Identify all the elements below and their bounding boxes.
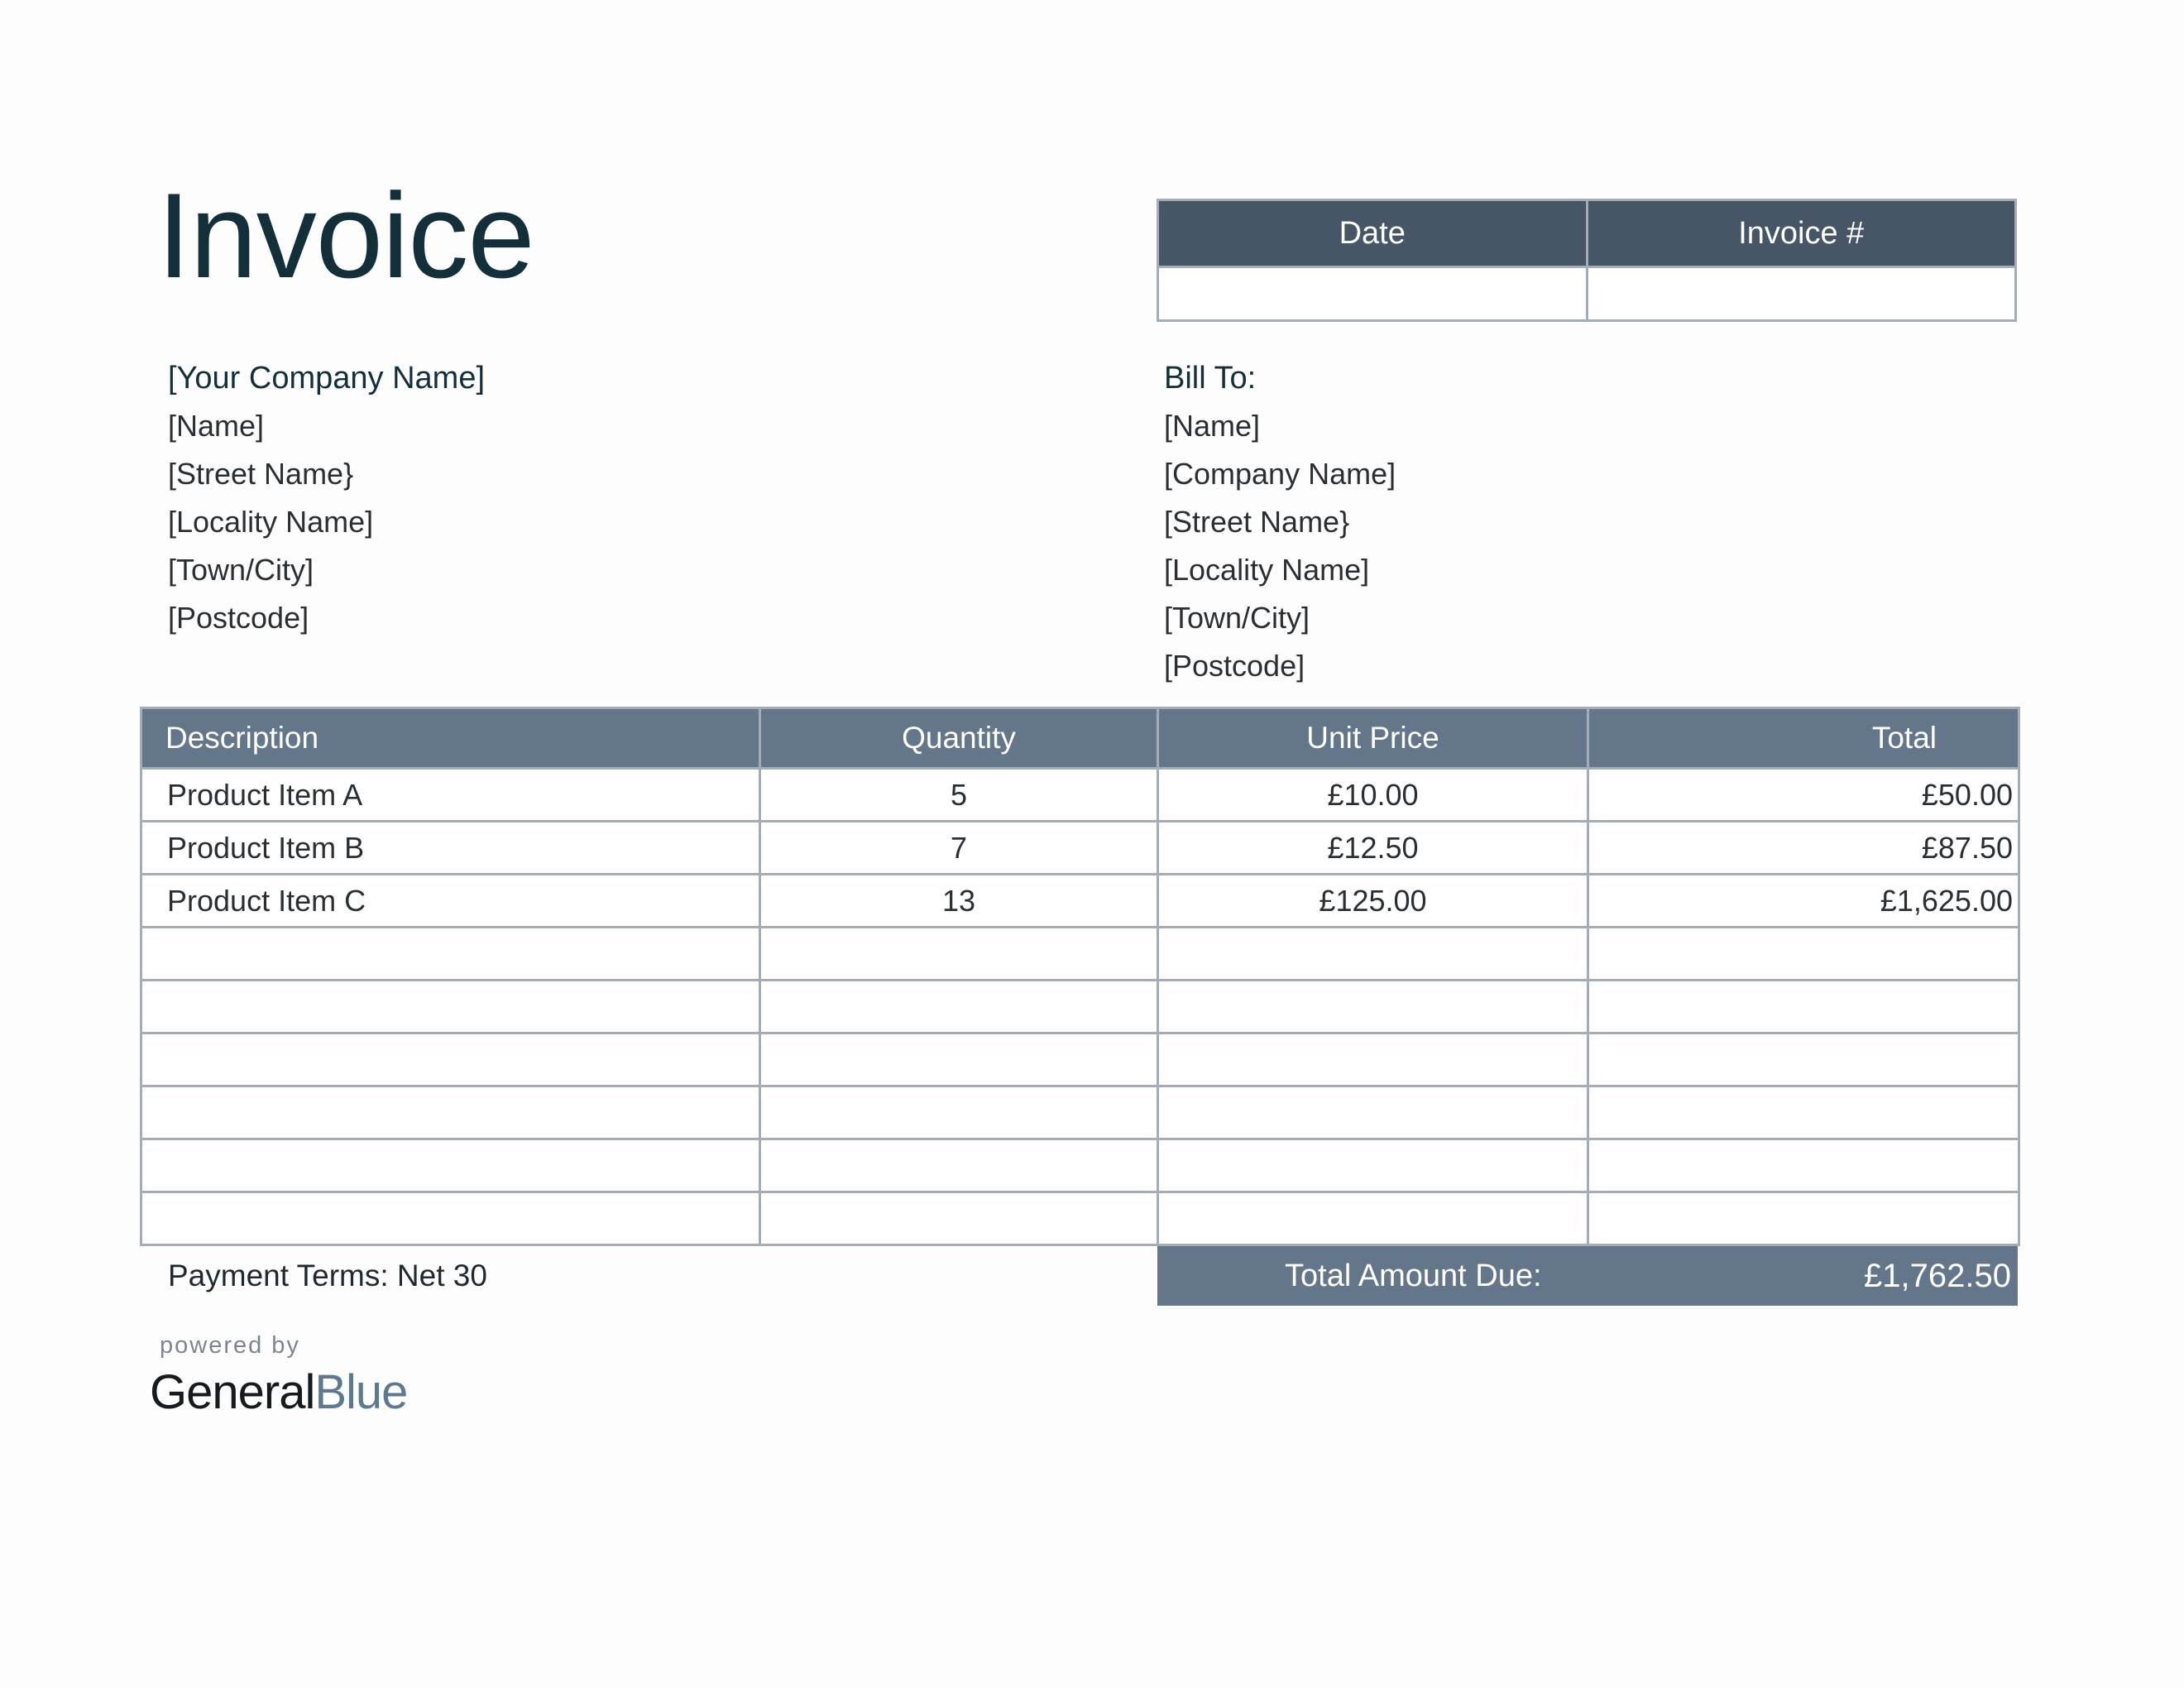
- table-row: [141, 1139, 2019, 1192]
- table-row: [141, 769, 2019, 822]
- table-row: [141, 875, 2019, 928]
- cell-quantity[interactable]: [760, 981, 1158, 1033]
- cell-unit-price[interactable]: [1158, 1086, 1588, 1139]
- bill-to-address: [1164, 354, 1396, 690]
- cell-description[interactable]: [141, 1192, 760, 1245]
- sender-postcode: [Postcode]: [168, 601, 309, 635]
- brand-logo-blue: Blue: [314, 1365, 408, 1419]
- cell-quantity[interactable]: [760, 1192, 1158, 1245]
- brand-logo: [150, 1364, 407, 1422]
- cell-description[interactable]: [141, 928, 760, 981]
- cell-quantity[interactable]: 5: [760, 769, 1158, 822]
- invoice-title: Invoice: [157, 168, 534, 303]
- bill-to-postcode: [Postcode]: [1164, 649, 1305, 683]
- cell-unit-price[interactable]: £125.00: [1158, 875, 1588, 928]
- cell-total[interactable]: [1588, 1139, 2019, 1192]
- cell-unit-price[interactable]: [1158, 1192, 1588, 1245]
- cell-description[interactable]: [141, 981, 760, 1033]
- brand-logo-general: General: [150, 1365, 315, 1419]
- powered-by-text: powered by: [160, 1332, 300, 1359]
- cell-unit-price[interactable]: [1158, 928, 1588, 981]
- total-due-value: £1,762.50: [1864, 1258, 2011, 1294]
- cell-description[interactable]: Product Item B: [141, 822, 760, 875]
- bill-to-town: [Town/City]: [1164, 601, 1310, 635]
- table-row: [141, 1192, 2019, 1245]
- date-field[interactable]: [1158, 267, 1588, 321]
- col-header-quantity: Quantity: [760, 708, 1158, 769]
- payment-terms: Payment Terms: Net 30: [168, 1259, 487, 1292]
- cell-description[interactable]: Product Item A: [141, 769, 760, 822]
- cell-total[interactable]: £1,625.00: [1588, 875, 2019, 928]
- bill-to-name: [Name]: [1164, 409, 1261, 443]
- cell-quantity[interactable]: [760, 928, 1158, 981]
- cell-unit-price[interactable]: £12.50: [1158, 822, 1588, 875]
- sender-name: [Name]: [168, 409, 265, 443]
- col-header-total: Total: [1588, 708, 2019, 769]
- sender-street: [Street Name}: [168, 457, 354, 491]
- table-row: [141, 928, 2019, 981]
- cell-total[interactable]: [1588, 1192, 2019, 1245]
- bill-to-locality: [Locality Name]: [1164, 553, 1370, 587]
- table-row: [141, 1086, 2019, 1139]
- sender-company-name: [Your Company Name]: [168, 361, 486, 396]
- cell-quantity[interactable]: [760, 1033, 1158, 1086]
- bill-to-company: [Company Name]: [1164, 457, 1396, 491]
- cell-total[interactable]: £50.00: [1588, 769, 2019, 822]
- invoice-number-field[interactable]: [1587, 267, 2016, 321]
- line-items-table: [140, 707, 2020, 1246]
- cell-unit-price[interactable]: [1158, 981, 1588, 1033]
- invoice-meta-table: [1157, 199, 2017, 322]
- total-due-label: Total Amount Due:: [1285, 1259, 1542, 1293]
- cell-unit-price[interactable]: £10.00: [1158, 769, 1588, 822]
- invoice-number-header: Invoice #: [1587, 200, 2016, 267]
- cell-total[interactable]: [1588, 928, 2019, 981]
- cell-quantity[interactable]: 7: [760, 822, 1158, 875]
- cell-quantity[interactable]: [760, 1139, 1158, 1192]
- bill-to-street: [Street Name}: [1164, 505, 1350, 539]
- date-header: Date: [1158, 200, 1588, 267]
- sender-address: [168, 354, 485, 642]
- sender-locality: [Locality Name]: [168, 505, 374, 539]
- table-row: [141, 1033, 2019, 1086]
- total-amount-due-bar: [1157, 1246, 2018, 1306]
- cell-unit-price[interactable]: [1158, 1139, 1588, 1192]
- cell-unit-price[interactable]: [1158, 1033, 1588, 1086]
- cell-quantity[interactable]: 13: [760, 875, 1158, 928]
- bill-to-heading: Bill To:: [1164, 361, 1257, 396]
- col-header-unit-price: Unit Price: [1158, 708, 1588, 769]
- cell-total[interactable]: [1588, 981, 2019, 1033]
- cell-total[interactable]: £87.50: [1588, 822, 2019, 875]
- sender-town: [Town/City]: [168, 553, 314, 587]
- cell-description[interactable]: [141, 1086, 760, 1139]
- table-row: [141, 822, 2019, 875]
- col-header-description: Description: [141, 708, 760, 769]
- cell-total[interactable]: [1588, 1033, 2019, 1086]
- table-header-row: [141, 708, 2019, 769]
- cell-description[interactable]: [141, 1033, 760, 1086]
- cell-total[interactable]: [1588, 1086, 2019, 1139]
- table-row: [141, 981, 2019, 1033]
- cell-description[interactable]: Product Item C: [141, 875, 760, 928]
- cell-description[interactable]: [141, 1139, 760, 1192]
- cell-quantity[interactable]: [760, 1086, 1158, 1139]
